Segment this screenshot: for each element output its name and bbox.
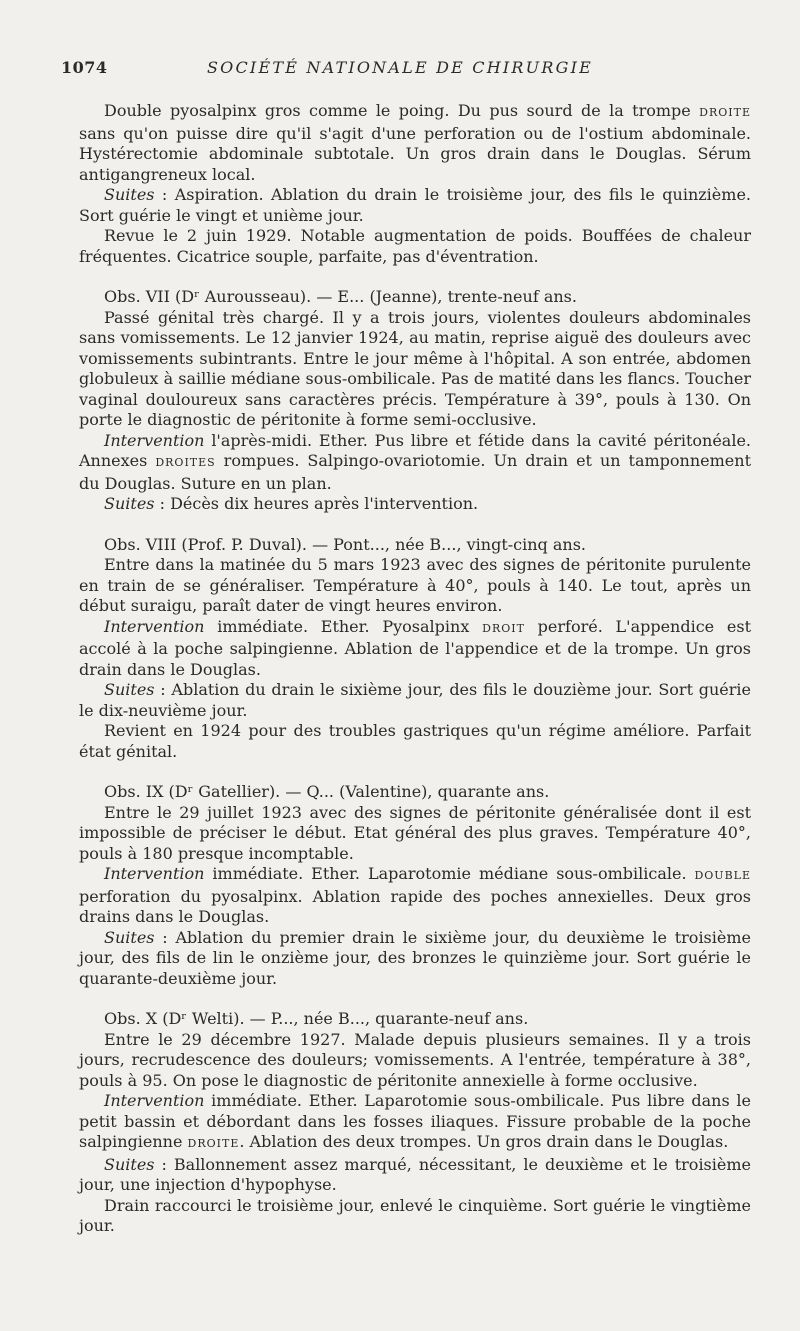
small-caps-text: DROITE xyxy=(187,1137,240,1150)
page-body xyxy=(79,101,751,1237)
intervention-label: Intervention xyxy=(104,864,205,883)
intervention-label: Intervention xyxy=(104,616,205,636)
obs6-paragraph-1 xyxy=(79,101,751,185)
obs6-suites xyxy=(79,185,751,226)
suites-label: Suites xyxy=(104,680,155,699)
obs6-revue: Revue le 2 juin 1929. Notable augmentation de poids. Bouffées de chaleur fréquentes. Cicatrice souple, parfaite, pas d'éventration. xyxy=(79,226,751,266)
obs10-heading: Obs. X (Dʳ Welti). — P..., née B..., quarante-neuf ans. xyxy=(104,1009,529,1028)
text: immédiate. Ether. Laparotomie sous-ombilicale. Pus libre dans le petit bassin et débordant dans les fosses iliaques. Fissure probable de la poche salpingienne xyxy=(79,1091,751,1151)
obs10-suites xyxy=(79,1155,751,1196)
obs8-suites xyxy=(79,680,751,721)
suites-label: Suites xyxy=(104,494,155,513)
intervention-label: Intervention xyxy=(104,1091,205,1110)
text: l'après-midi. Ether. Pus libre et fétide dans la cavité péritonéale. Annexes xyxy=(79,430,751,470)
obs8-intervention xyxy=(79,617,751,681)
obs10-intervention xyxy=(79,1091,751,1155)
page-number: 1074 xyxy=(61,58,108,77)
obs7-heading: Obs. VII (Dʳ Aurousseau). — E... (Jeanne), trente-neuf ans. xyxy=(104,287,577,306)
obs9-paragraph-1: Entre le 29 juillet 1923 avec des signes de péritonite généralisée dont il est impossible de préciser le début. Etat général des plus graves. Température 40°, pouls à 180 presque incomptable. xyxy=(79,802,751,863)
obs9-intervention xyxy=(79,864,751,928)
obs9-heading: Obs. IX (Dʳ Gatellier). — Q... (Valentine), quarante ans. xyxy=(104,782,550,801)
small-caps-text: DROITES xyxy=(155,456,216,469)
text: immédiate. Ether. Pyosalpinx xyxy=(204,616,483,636)
text: : Ablation du drain le sixième jour, des fils le douzième jour. Sort guérie le dix-neuvième jour. xyxy=(79,680,751,720)
suites-label: Suites xyxy=(104,185,155,204)
text: . Ablation des deux trompes. Un gros drain dans le Douglas. xyxy=(239,1132,729,1151)
text: : Aspiration. Ablation du drain le troisième jour, des fils le quinzième. Sort guérie le vingt et unième jour. xyxy=(79,185,751,225)
text: rompues. Salpingo-ovariotomie. Un drain et un tamponnement du Douglas. Suture en un plan. xyxy=(79,451,752,493)
small-caps-text: DROIT xyxy=(482,621,525,635)
obs10-paragraph-1: Entre le 29 décembre 1927. Malade depuis plusieurs semaines. Il y a trois jours, recrudescence des douleurs; vomissements. A l'entrée, température à 38°, pouls à 95. On pose le diagnostic de péritonite annexielle à forme occlusive. xyxy=(79,1029,751,1090)
text: immédiate. Ether. Laparotomie médiane sous-ombilicale. xyxy=(204,864,695,883)
page-header xyxy=(0,58,800,82)
suites-label: Suites xyxy=(104,1154,155,1174)
obs10-drain: Drain raccourci le troisième jour, enlevé le cinquième. Sort guérie le vingtième jour. xyxy=(79,1195,751,1235)
small-caps-text: DOUBLE xyxy=(694,869,751,882)
suites-label: Suites xyxy=(104,927,155,947)
text: perforé. L'appendice est accolé à la poche salpingienne. Ablation de l'appendice et de la trompe. Un gros drain dans le Douglas. xyxy=(79,616,752,679)
obs7-intervention xyxy=(79,431,751,495)
text: : Ablation du premier drain le sixième jour, du deuxième le troisième jour, des fils de lin le onzième jour, des bronzes le quinzième jour. Sort guérie le quarante-deuxième jour. xyxy=(79,927,751,988)
obs8-heading: Obs. VIII (Prof. P. Duval). — Pont..., née B..., vingt-cinq ans. xyxy=(104,534,586,554)
obs8-paragraph-1: Entre dans la matinée du 5 mars 1923 avec des signes de péritonite purulente en train de se généraliser. Température à 40°, pouls à 140. Le tout, après un début suraigu, paraît dater de vingt heures environ. xyxy=(79,555,751,615)
obs8-revient: Revient en 1924 pour des troubles gastriques qu'un régime améliore. Parfait état génital. xyxy=(79,721,751,761)
text: : Ballonnement assez marqué, nécessitant, le deuxième et le troisième jour, une injection d'hypophyse. xyxy=(79,1154,751,1194)
text: sans qu'on puisse dire qu'il s'agit d'une perforation ou de l'ostium abdominale. Hystérectomie abdominale subtotale. Un gros drain dans le Douglas. Sérum antigangreneux local. xyxy=(79,123,751,184)
text: Double pyosalpinx gros comme le poing. Du pus sourd de la trompe xyxy=(104,101,700,120)
obs9-suites xyxy=(79,928,751,990)
text: perforation du pyosalpinx. Ablation rapide des poches annexielles. Deux gros drains dans le Douglas. xyxy=(79,886,751,926)
text: : Décès dix heures après l'intervention. xyxy=(154,494,479,513)
small-caps-text: DROITE xyxy=(699,106,751,119)
running-title: SOCIÉTÉ NATIONALE DE CHIRURGIE xyxy=(207,58,593,77)
obs7-suites xyxy=(79,494,751,515)
intervention-label: Intervention xyxy=(104,430,205,450)
obs7-paragraph-1: Passé génital très chargé. Il y a trois jours, violentes douleurs abdominales sans vomissements. Le 12 janvier 1924, au matin, reprise aiguë des douleurs avec vomissements subintrants. Entre le jour même à l'hôpital. A son entrée, abdomen globuleux à saillie médiane sous-ombilicale. Pas de matité dans les flancs. Toucher vaginal douloureux sans caractères précis. Température à 39°, pouls à 130. On porte le diagnostic de péritonite à forme semi-occlusive. xyxy=(79,307,751,429)
